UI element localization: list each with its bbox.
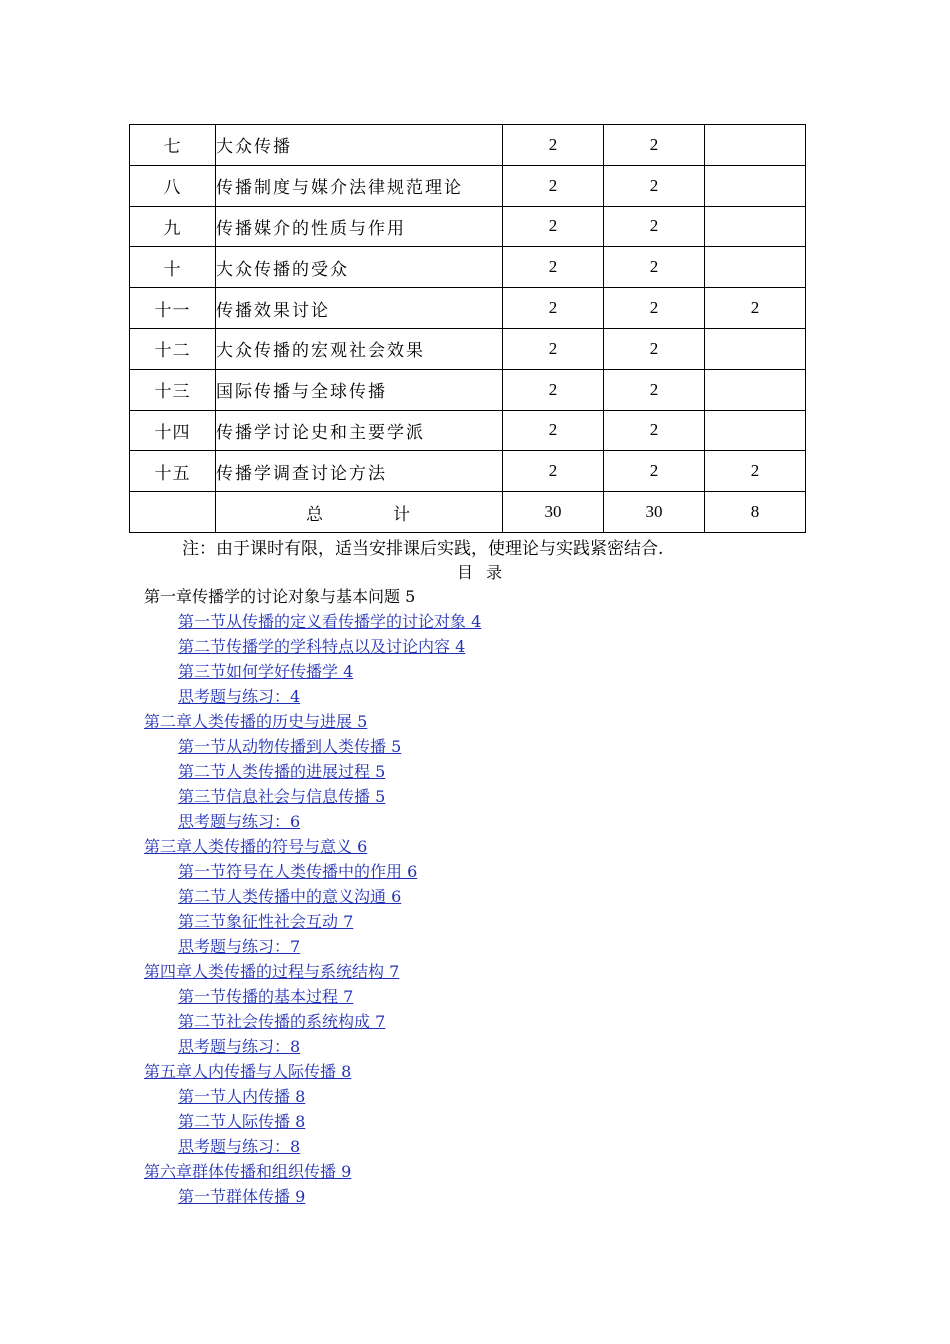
toc-item (144, 909, 481, 934)
toc-item (144, 609, 481, 634)
practice-hours-cell: 2 (705, 288, 806, 329)
table-row-total (130, 492, 806, 533)
table-row (130, 125, 806, 166)
hours-cell: 2 (503, 369, 604, 410)
toc-item (144, 1134, 481, 1159)
chapter-number-cell: 十三 (130, 369, 216, 410)
toc-item (144, 1159, 481, 1184)
lecture-hours-cell: 2 (604, 165, 705, 206)
table-row (130, 247, 806, 288)
lecture-hours-cell: 2 (604, 328, 705, 369)
hours-cell: 2 (503, 206, 604, 247)
lecture-hours-cell: 2 (604, 288, 705, 329)
table-of-contents (144, 584, 481, 1209)
table-row (130, 328, 806, 369)
table-row (130, 165, 806, 206)
toc-link[interactable]: 思考题与练习：4 (178, 687, 301, 706)
toc-item (144, 1109, 481, 1134)
toc-item (144, 1084, 481, 1109)
hours-cell: 2 (503, 451, 604, 492)
hours-cell: 2 (503, 328, 604, 369)
toc-link[interactable]: 第一节从传播的定义看传播学的讨论对象 4 (178, 612, 482, 631)
toc-link[interactable]: 第三节如何学好传播学 4 (178, 662, 354, 681)
lecture-hours-cell: 2 (604, 369, 705, 410)
toc-item (144, 784, 481, 809)
toc-item (144, 934, 481, 959)
practice-hours-cell (705, 247, 806, 288)
topic-cell: 大众传播的宏观社会效果 (216, 328, 503, 369)
topic-cell: 传播学调查讨论方法 (216, 451, 503, 492)
lecture-hours-cell: 2 (604, 125, 705, 166)
chapter-number-cell: 十五 (130, 451, 216, 492)
table-row (130, 288, 806, 329)
practice-hours-cell (705, 125, 806, 166)
toc-item (144, 1034, 481, 1059)
total-label-cell: 总 计 (216, 492, 503, 533)
toc-item (144, 684, 481, 709)
chapter-number-cell: 七 (130, 125, 216, 166)
toc-item (144, 759, 481, 784)
toc-link[interactable]: 第二节社会传播的系统构成 7 (178, 1012, 386, 1031)
practice-hours-cell (705, 410, 806, 451)
hours-cell: 2 (503, 288, 604, 329)
chapter-number-cell: 十二 (130, 328, 216, 369)
chapter-number-cell: 十一 (130, 288, 216, 329)
toc-item (144, 884, 481, 909)
toc-link[interactable]: 第一节群体传播 9 (178, 1187, 306, 1206)
practice-hours-cell (705, 206, 806, 247)
toc-item (144, 634, 481, 659)
practice-hours-cell (705, 328, 806, 369)
toc-link[interactable]: 思考题与练习：8 (178, 1037, 301, 1056)
table-row (130, 451, 806, 492)
practice-hours-cell (705, 369, 806, 410)
toc-item (144, 584, 481, 609)
toc-link[interactable]: 第二节传播学的学科特点以及讨论内容 4 (178, 637, 466, 656)
toc-link[interactable]: 第六章群体传播和组织传播 9 (144, 1162, 352, 1181)
topic-cell: 传播学讨论史和主要学派 (216, 410, 503, 451)
toc-link[interactable]: 第一节从动物传播到人类传播 5 (178, 737, 402, 756)
hours-cell: 2 (503, 410, 604, 451)
toc-link[interactable]: 第二章人类传播的历史与进展 5 (144, 712, 368, 731)
topic-cell: 大众传播的受众 (216, 247, 503, 288)
chapter-number-cell: 九 (130, 206, 216, 247)
table-row (130, 369, 806, 410)
course-schedule-table (129, 124, 806, 533)
chapter-number-cell: 十四 (130, 410, 216, 451)
toc-link[interactable]: 第三节象征性社会互动 7 (178, 912, 354, 931)
practice-hours-cell (705, 165, 806, 206)
toc-link[interactable]: 第二节人类传播中的意义沟通 6 (178, 887, 402, 906)
practice-hours-cell: 2 (705, 451, 806, 492)
lecture-hours-cell: 2 (604, 247, 705, 288)
toc-link[interactable]: 思考题与练习：7 (178, 937, 301, 956)
lecture-hours-cell: 2 (604, 206, 705, 247)
hours-cell: 2 (503, 125, 604, 166)
toc-item (144, 984, 481, 1009)
toc-item (144, 834, 481, 859)
toc-link[interactable]: 第三章人类传播的符号与意义 6 (144, 837, 368, 856)
chapter-number-cell: 十 (130, 247, 216, 288)
chapter-number-cell: 八 (130, 165, 216, 206)
toc-item (144, 859, 481, 884)
total-lecture-cell: 30 (604, 492, 705, 533)
table-row (130, 206, 806, 247)
toc-link[interactable]: 第一节符号在人类传播中的作用 6 (178, 862, 418, 881)
toc-item (144, 1184, 481, 1209)
toc-link[interactable]: 第三节信息社会与信息传播 5 (178, 787, 386, 806)
schedule-table-body (130, 125, 806, 533)
topic-cell: 传播效果讨论 (216, 288, 503, 329)
topic-cell: 国际传播与全球传播 (216, 369, 503, 410)
lecture-hours-cell: 2 (604, 410, 705, 451)
toc-link[interactable]: 第一节人内传播 8 (178, 1087, 306, 1106)
toc-link[interactable]: 思考题与练习：6 (178, 812, 301, 831)
topic-cell: 传播媒介的性质与作用 (216, 206, 503, 247)
toc-title: 目 录 (457, 563, 507, 582)
hours-cell: 2 (503, 247, 604, 288)
toc-item (144, 734, 481, 759)
total-hours-cell: 30 (503, 492, 604, 533)
total-practice-cell: 8 (705, 492, 806, 533)
toc-item (144, 959, 481, 984)
toc-link[interactable]: 第五章人内传播与人际传播 8 (144, 1062, 352, 1081)
toc-link[interactable]: 第二节人类传播的进展过程 5 (178, 762, 386, 781)
lecture-hours-cell: 2 (604, 451, 705, 492)
toc-item (144, 809, 481, 834)
hours-cell: 2 (503, 165, 604, 206)
toc-item (144, 709, 481, 734)
toc-link[interactable]: 第二节人际传播 8 (178, 1112, 306, 1131)
toc-link[interactable]: 第四章人类传播的过程与系统结构 7 (144, 962, 400, 981)
toc-item (144, 659, 481, 684)
total-blank-cell (130, 492, 216, 533)
toc-link[interactable]: 思考题与练习：8 (178, 1137, 301, 1156)
toc-item (144, 1059, 481, 1084)
toc-link[interactable]: 第一节传播的基本过程 7 (178, 987, 354, 1006)
toc-entry-text: 第一章传播学的讨论对象与基本问题 5 (144, 587, 416, 606)
topic-cell: 传播制度与媒介法律规范理论 (216, 165, 503, 206)
table-row (130, 410, 806, 451)
toc-item (144, 1009, 481, 1034)
topic-cell: 大众传播 (216, 125, 503, 166)
schedule-note: 注：由于课时有限，适当安排课后实践，使理论与实践紧密结合. (182, 539, 664, 559)
